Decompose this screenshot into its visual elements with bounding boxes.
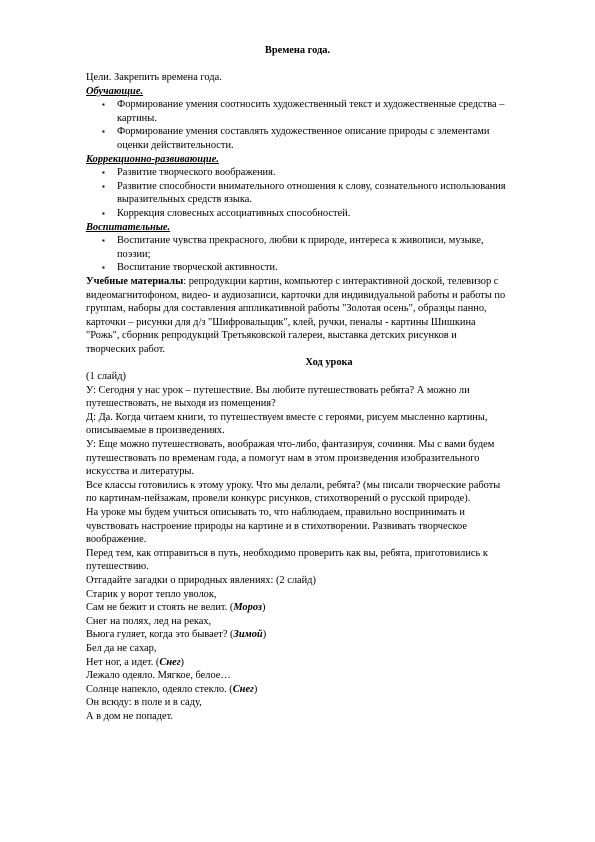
bullet-item [86, 234, 572, 248]
paragraph-line: по картинам-пейзажам, провели конкурс рисунков, стихотворений о русской природе). [86, 493, 471, 505]
bullet-text: Формирование умения соотносить художественный текст и художественные средства – [117, 99, 505, 111]
bullet-text: Развитие творческого воображения. [117, 167, 276, 179]
riddle-answer: Снег [232, 683, 254, 695]
bullet-item [86, 166, 572, 180]
riddle-answer: Снег [159, 656, 181, 668]
riddle-text: Старик у ворот тепло уволок, [86, 588, 217, 600]
riddle-line [86, 588, 572, 602]
bullet-item [86, 248, 572, 262]
bullet-text: оценки действительности. [117, 139, 234, 151]
bullet-item [86, 98, 572, 112]
bullet-marker-icon: ▪ [102, 181, 105, 191]
bullet-item [86, 180, 572, 194]
bullet-item [86, 207, 572, 221]
materials-text: : репродукции картин, компьютер с интерактивной доской, телевизор с [183, 275, 499, 287]
children-line: Д: Да. Когда читаем книги, то путешествуем вместе с героями, рисуем мысленно картины, [86, 411, 488, 423]
materials-text: группам, наборы для составления аппликативной работы "Золотая осень", образцы панно, [86, 303, 487, 315]
riddle-text: Он всюду: в поле и в саду, [86, 697, 202, 709]
riddle-paren: ) [180, 656, 185, 668]
section-heading: Воспитательные. [86, 221, 171, 233]
riddle-line [86, 710, 572, 724]
bullet-marker-icon: ▪ [102, 236, 105, 246]
bullet-text: картины. [117, 112, 157, 124]
section-heading: Коррекционно-развивающие. [86, 153, 219, 165]
children-line: описываемые в произведениях. [86, 425, 225, 437]
bullet-marker-icon: ▪ [102, 127, 105, 137]
riddle-answer: Зимой [233, 629, 263, 641]
riddle-answer: Мороз [233, 602, 262, 614]
riddle-text: Вьюга гуляет, когда это бывает? ( [86, 629, 234, 641]
bullet-item [86, 139, 572, 153]
bullet-text: Коррекция словесных ассоциативных способностей. [117, 207, 351, 219]
materials-line [86, 275, 572, 289]
bullet-text: Воспитание творческой активности. [117, 262, 278, 274]
riddle-line [86, 628, 572, 642]
slide-label: (1 слайд) [86, 371, 126, 383]
teacher-line: искусства и литературы. [86, 466, 194, 478]
page-title: Времена года. [264, 45, 331, 56]
riddle-paren: ) [253, 683, 258, 695]
paragraph-line: Все классы готовились к этому уроку. Что мы делали, ребята? (мы писали творческие работы [86, 479, 501, 491]
paragraph-line: Перед тем, как отправиться в путь, необходимо проверить как вы, ребята, приготовились к [86, 547, 488, 559]
teacher-line: У: Еще можно путешествовать, воображая что-либо, фантазируя, сочиняя. Мы с вами будем [86, 439, 495, 451]
section-heading: Обучающие. [86, 85, 144, 97]
bullet-text: Формирование умения составлять художественное описание природы с элементами [117, 126, 490, 138]
riddle-text: Нет ног, а идет. ( [86, 656, 160, 668]
bullet-text: Развитие способности внимательного отношения к слову, сознательного использования [117, 180, 506, 192]
materials-text: карточки – рисунки для д/з "Шифровальщик", клей, ручки, пеналы - картины Шишкина [86, 316, 476, 328]
riddles-intro: Отгадайте загадки о природных явлениях: (2 слайд) [86, 574, 316, 586]
riddle-text: Снег на полях, лед на реках, [86, 615, 212, 627]
bullet-item [86, 261, 572, 275]
teacher-line: У: Сегодня у нас урок – путешествие. Вы любите путешествовать ребята? А можно ли [86, 384, 470, 396]
riddle-line [86, 669, 572, 683]
riddle-line [86, 642, 572, 656]
bullet-text: выразительных средств языка. [117, 194, 252, 206]
bullet-marker-icon: ▪ [102, 208, 105, 218]
bullet-text: Воспитание чувства прекрасного, любви к природе, интереса к живописи, музыке, [117, 235, 484, 247]
materials-text: видеомагнитофоном, видео- и аудиозаписи, карточки для индивидуальной работы и работы по [86, 289, 506, 301]
bullet-marker-icon: ▪ [102, 168, 105, 178]
teacher-line: путешествовать, не выходя из помещения? [86, 398, 276, 410]
bullet-item [86, 112, 572, 126]
bullet-text: поэзии; [117, 248, 151, 260]
riddle-line [86, 656, 572, 670]
paragraph-line: воображение. [86, 534, 147, 546]
paragraph-line: путешествию. [86, 561, 149, 573]
paragraph-line: чувствовать настроение природы на картине и в стихотворении. Развивать творческое [86, 520, 467, 532]
bullet-item [86, 193, 572, 207]
riddle-text: Бел да не сахар, [86, 642, 157, 654]
riddle-line [86, 696, 572, 710]
materials-label: Учебные материалы [86, 275, 184, 287]
riddle-line [86, 683, 572, 697]
teacher-line: путешествовать по временам года, а помогут нам в этом произведения изобразительного [86, 452, 480, 464]
paragraph-line: На уроке мы будем учиться описывать то, что наблюдаем, правильно воспринимать и [86, 507, 465, 518]
riddle-text: Сам не бежит и стоять не велит. ( [86, 602, 234, 614]
lesson-heading: Ход урока [305, 357, 353, 369]
riddle-text: А в дом не попадет. [86, 710, 174, 722]
riddle-line [86, 601, 572, 615]
bullet-item [86, 125, 572, 139]
riddle-text: Солнце напекло, одеяло стекло. ( [86, 683, 233, 695]
bullet-marker-icon: ▪ [102, 100, 105, 110]
riddle-line [86, 615, 572, 629]
riddle-paren: ) [261, 602, 266, 614]
bullet-marker-icon: ▪ [102, 263, 105, 273]
materials-text: творческих работ. [86, 343, 166, 355]
goal-line: Цели. Закрепить времена года. [86, 72, 222, 83]
riddle-text: Лежало одеяло. Мягкое, белое… [86, 670, 231, 682]
materials-text: "Рожь", сборник репродукций Третьяковской галереи, выставка детских рисунков и [86, 330, 457, 342]
riddle-paren: ) [262, 629, 267, 641]
document-body [86, 71, 572, 724]
